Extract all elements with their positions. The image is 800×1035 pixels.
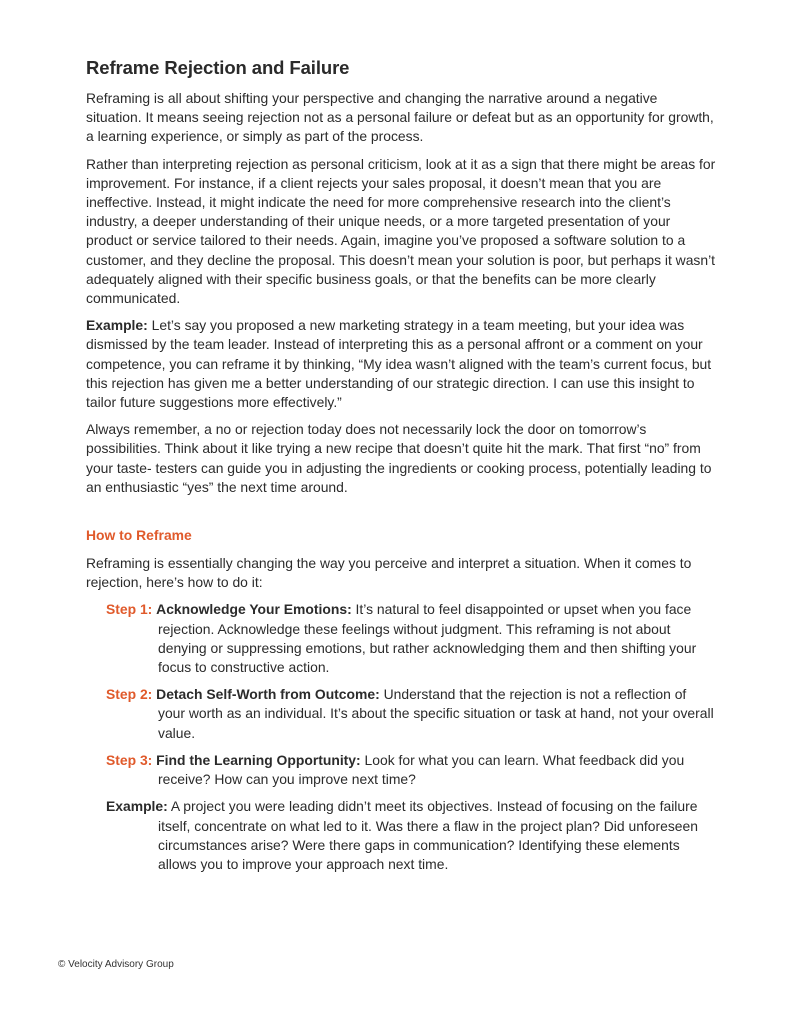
example-text: Let’s say you proposed a new marketing strategy in a team meeting, but your idea was dismissed by the team leader. Instead of interpreting this as a personal affront or a comment on your competence, you can reframe it by thinking, “My idea wasn’t aligned with the team’s current focus, but this rejection has given me a better understanding of our strategic direction. I can use this insight to tailor future suggestions more effectively.”	[86, 317, 712, 411]
how-to-intro: Reframing is essentially changing the way you perceive and interpret a situation. When it comes to rejection, here’s how to do it:	[86, 555, 692, 591]
step-text: Look for what you can learn. What feedback did you receive? How can you improve next time?	[158, 751, 685, 788]
closing-paragraph: Always remember, a no or rejection today does not necessarily lock the door on tomorrow’s possibilities. Think about it like trying a new recipe that doesn’t quite hit the mark. That first “no” from your taste- testers can guide you in adjusting the ingredients or cooking process, potentially leading to an enthusiastic “yes” the next time around.	[86, 421, 712, 495]
document-page	[86, 56, 716, 882]
step-item	[106, 600, 716, 677]
example-paragraph	[86, 316, 716, 412]
step-title: Acknowledge Your Emotions:	[156, 601, 352, 618]
body-paragraph: Rather than interpreting rejection as personal criticism, look at it as a sign that there might be areas for improvement. For instance, if a client rejects your sales proposal, it doesn’t mean that you are ineffective. Instead, it might indicate the need for more comprehensive research into the client’s industry, a deeper understanding of their unique needs, or a more targeted presentation of your product or service tailored to their needs. Again, imagine you’ve proposed a software solution to a customer, and they decline the proposal. This doesn’t mean your solution is poor, but perhaps it wasn’t adequately aligned with their specific business goals, or that the benefits can be more clearly communicated.	[86, 155, 716, 307]
example-label: Example:	[106, 798, 168, 815]
section-heading-how-to-reframe: How to Reframe	[86, 527, 192, 544]
step-title: Find the Learning Opportunity:	[156, 751, 361, 768]
step-number: Step 2:	[106, 686, 153, 703]
example-item	[106, 797, 716, 874]
step-text: It’s natural to feel disappointed or upset when you face rejection. Acknowledge these feelings without judgment. This reframing is not about denying or suppressing emotions, but rather acknowledging them and then shifting your focus to constructive action.	[158, 601, 697, 676]
footer-copyright: © Velocity Advisory Group	[58, 959, 174, 970]
step-number: Step 1:	[106, 601, 153, 618]
page-title: Reframe Rejection and Failure	[86, 57, 350, 78]
step-item	[106, 751, 716, 789]
example-label: Example:	[86, 317, 148, 334]
step-text: Understand that the rejection is not a reflection of your worth as an individual. It’s about the specific situation or task at hand, not your overall value.	[158, 686, 714, 741]
example-text: A project you were leading didn’t meet its objectives. Instead of focusing on the failure itself, concentrate on what led to it. Was there a flaw in the project plan? Did unforeseen circumstances arise? Were there gaps in communication? Identifying these elements allows you to improve your approach next time.	[158, 798, 698, 872]
step-number: Step 3:	[106, 751, 153, 768]
step-item	[106, 685, 716, 743]
step-title: Detach Self-Worth from Outcome:	[156, 686, 380, 703]
intro-paragraph: Reframing is all about shifting your perspective and changing the narrative around a negative situation. It means seeing rejection not as a personal failure or defeat but as an opportunity for growth, a learning experience, or simply as part of the process.	[86, 90, 714, 145]
